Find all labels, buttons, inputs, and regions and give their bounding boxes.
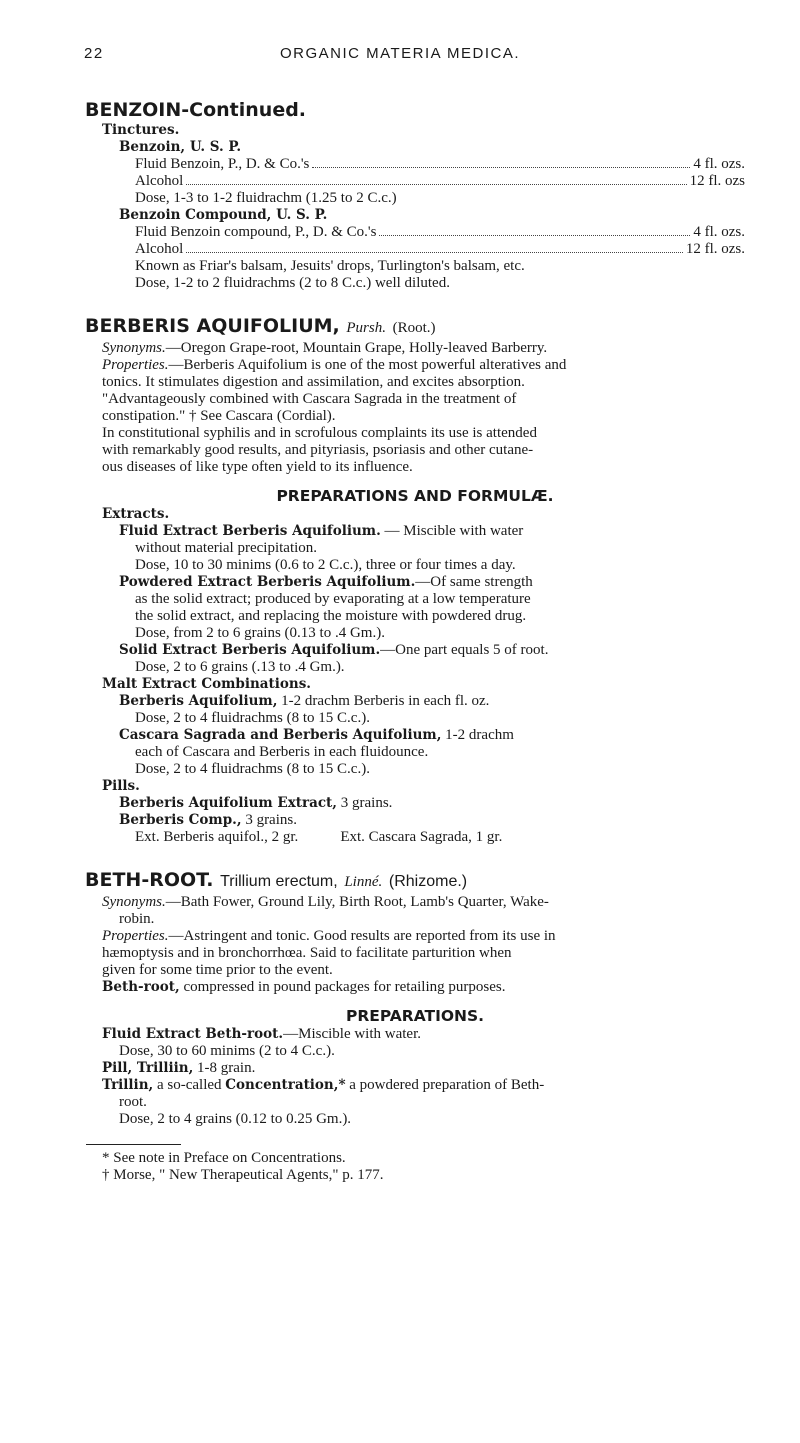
bethroot-trillin-entry — [85, 1077, 745, 1094]
text-line: "Advantageously combined with Cascara Sagrada in the treatment of — [102, 391, 517, 407]
entry-text: 1-2 drachm — [441, 727, 514, 743]
footnote-rule — [86, 1144, 181, 1145]
running-title: ORGANIC MATERIA MEDICA. — [279, 45, 521, 62]
entry-text: compressed in pound packages for retailing purposes. — [179, 979, 506, 995]
text-line: tonics. It stimulates digestion and assimilation, and excites absorption. — [102, 374, 525, 390]
properties-text: —Berberis Aquifolium is one of the most powerful alteratives and — [168, 357, 567, 373]
bethroot-heading: BETH-ROOT. — [85, 869, 214, 891]
text-line: root. — [119, 1094, 147, 1110]
synonyms-label: Synonyms. — [102, 894, 166, 910]
dot-leader — [186, 252, 683, 253]
entry-text: —Miscible with water. — [283, 1026, 422, 1042]
synonyms-label: Synonyms. — [102, 340, 166, 356]
entry-title: Fluid Extract Berberis Aquifolium. — [119, 523, 381, 539]
ingredient-label: Alcohol — [135, 173, 184, 189]
text-line: ous diseases of like type often yield to its influence. — [102, 459, 413, 475]
ingredient-b: Ext. Cascara Sagrada, 1 gr. — [340, 829, 503, 845]
text-line: Dose, 2 to 4 fluidrachms (8 to 15 C.c.). — [135, 710, 370, 726]
text-line: given for some time prior to the event. — [102, 962, 333, 978]
bethroot-preparations-heading: PREPARATIONS. — [345, 1007, 485, 1025]
bethroot-pill-entry — [85, 1060, 745, 1077]
bethroot-compressed-entry — [85, 979, 745, 996]
bethroot-fluid-entry — [85, 1026, 745, 1043]
dot-leader — [312, 167, 690, 168]
entry-text: a powdered preparation of Beth- — [345, 1077, 545, 1093]
berberis-heading-line — [85, 314, 745, 340]
berberis-synonyms — [85, 340, 745, 357]
benzoin-compound-dose: Dose, 1-2 to 2 fluidrachms (2 to 8 C.c.) well diluted. — [135, 275, 450, 291]
malt-subheading: Malt Extract Combinations. — [102, 676, 311, 692]
text-line: without material precipitation. — [135, 540, 318, 556]
solid-extract-entry — [85, 642, 745, 659]
bethroot-author: Linné. — [344, 874, 383, 890]
bethroot-heading-line — [85, 868, 745, 894]
pill-extract-entry — [85, 795, 745, 812]
berberis-author: Pursh. — [346, 320, 386, 336]
dot-leader — [186, 184, 686, 185]
entry-text: — Miscible with water — [380, 523, 524, 539]
benzoin-usp-dose: Dose, 1-3 to 1-2 fluidrachm (1.25 to 2 C.c.) — [135, 190, 397, 206]
entry-title: Fluid Extract Beth-root. — [102, 1026, 284, 1042]
tinctures-subheading: Tinctures. — [102, 122, 180, 138]
entry-title: Berberis Aquifolium, — [119, 693, 278, 709]
bethroot-part: (Rhizome.) — [388, 873, 468, 890]
berberis-properties-line — [85, 357, 745, 374]
text-line: Dose, from 2 to 6 grains (0.13 to .4 Gm.). — [135, 625, 385, 641]
page-number: 22 — [84, 45, 104, 62]
text-line: hæmoptysis and in bronchorrhœa. Said to facilitate parturition when — [102, 945, 512, 961]
ingredient-amount: 4 fl. ozs. — [693, 156, 745, 172]
fluid-extract-entry — [85, 523, 745, 540]
footnote-star: * See note in Preface on Concentrations. — [102, 1150, 346, 1166]
text-line: robin. — [119, 911, 155, 927]
synonyms-text: —Oregon Grape-root, Mountain Grape, Holly-leaved Barberry. — [165, 340, 548, 356]
text-line: with remarkably good results, and pityriasis, psoriasis and other cutane- — [102, 442, 534, 458]
ingredient-label: Fluid Benzoin compound, P., D. & Co.'s — [135, 224, 377, 240]
entry-title: Powdered Extract Berberis Aquifolium. — [119, 574, 416, 590]
extracts-subheading: Extracts. — [102, 506, 170, 522]
pill-compound-entry — [85, 812, 745, 829]
berberis-part: (Root.) — [392, 320, 436, 336]
page-content — [85, 98, 745, 1184]
entry-title: Trillin, — [102, 1077, 154, 1093]
bethroot-synonyms — [85, 894, 745, 911]
bethroot-properties-line — [85, 928, 745, 945]
entry-text: 3 grains. — [241, 812, 297, 828]
dot-leader — [379, 235, 690, 236]
text-line: as the solid extract; produced by evaporating at a low temperature — [135, 591, 531, 607]
entry-title: Pill, Trilliin, — [102, 1060, 194, 1076]
berberis-heading: BERBERIS AQUIFOLIUM, — [85, 315, 340, 337]
malt-cascara-entry — [85, 727, 745, 744]
entry-title: Solid Extract Berberis Aquifolium. — [119, 642, 381, 658]
footnote-dagger: † Morse, " New Therapeutical Agents," p. 177. — [102, 1167, 384, 1183]
text-line: each of Cascara and Berberis in each fluidounce. — [135, 744, 429, 760]
pill-ingredients — [85, 829, 745, 846]
entry-title: Berberis Comp., — [119, 812, 242, 828]
entry-text: —Of same strength — [415, 574, 533, 590]
ingredient-amount: 12 fl. ozs — [689, 173, 745, 189]
entry-title-concentration: Concentration,* — [225, 1077, 346, 1093]
properties-label: Properties. — [102, 928, 169, 944]
benzoin-compound-title: Benzoin Compound, U. S. P. — [119, 207, 328, 223]
entry-text: 1-8 grain. — [193, 1060, 256, 1076]
benzoin-compound-known: Known as Friar's balsam, Jesuits' drops, Turlington's balsam, etc. — [135, 258, 525, 274]
entry-text: a so-called — [153, 1077, 226, 1093]
entry-text: 3 grains. — [337, 795, 393, 811]
text-line: Dose, 2 to 6 grains (.13 to .4 Gm.). — [135, 659, 345, 675]
benzoin-usp-fluid-line — [85, 156, 745, 173]
text-line: Dose, 2 to 4 grains (0.12 to 0.25 Gm.). — [119, 1111, 352, 1127]
ingredient-label: Fluid Benzoin, P., D. & Co.'s — [135, 156, 310, 172]
benzoin-usp-title: Benzoin, U. S. P. — [119, 139, 242, 155]
text-line: constipation." † See Cascara (Cordial). — [102, 408, 336, 424]
benzoin-heading: BENZOIN-Continued. — [85, 99, 307, 121]
properties-label: Properties. — [102, 357, 169, 373]
text-line: Dose, 30 to 60 minims (2 to 4 C.c.). — [119, 1043, 335, 1059]
benzoin-usp-alcohol-line — [85, 173, 745, 190]
ingredient-a: Ext. Berberis aquifol., 2 gr. — [135, 829, 299, 845]
pills-subheading: Pills. — [102, 778, 140, 794]
benzoin-compound-alcohol-line — [85, 241, 745, 258]
properties-text: —Astringent and tonic. Good results are reported from its use in — [168, 928, 556, 944]
text-line: Dose, 2 to 4 fluidrachms (8 to 15 C.c.). — [135, 761, 370, 777]
bethroot-latin-name: Trillium erectum, — [220, 873, 338, 890]
entry-title: Beth-root, — [102, 979, 180, 995]
ingredient-amount: 4 fl. ozs. — [693, 224, 745, 240]
powdered-extract-entry — [85, 574, 745, 591]
entry-text: —One part equals 5 of root. — [380, 642, 549, 658]
synonyms-text: —Bath Fower, Ground Lily, Birth Root, Lamb's Quarter, Wake- — [165, 894, 549, 910]
text-line: In constitutional syphilis and in scrofulous complaints its use is attended — [102, 425, 537, 441]
entry-title: Berberis Aquifolium Extract, — [119, 795, 337, 811]
entry-title: Cascara Sagrada and Berberis Aquifolium, — [119, 727, 442, 743]
ingredient-label: Alcohol — [135, 241, 184, 257]
entry-text: 1-2 drachm Berberis in each fl. oz. — [277, 693, 490, 709]
ingredient-amount: 12 fl. ozs. — [685, 241, 745, 257]
berberis-preparations-heading: PREPARATIONS AND FORMULÆ. — [276, 487, 554, 505]
text-line: Dose, 10 to 30 minims (0.6 to 2 C.c.), three or four times a day. — [135, 557, 516, 573]
text-line: the solid extract, and replacing the moisture with powdered drug. — [135, 608, 527, 624]
malt-berberis-entry — [85, 693, 745, 710]
benzoin-compound-fluid-line — [85, 224, 745, 241]
